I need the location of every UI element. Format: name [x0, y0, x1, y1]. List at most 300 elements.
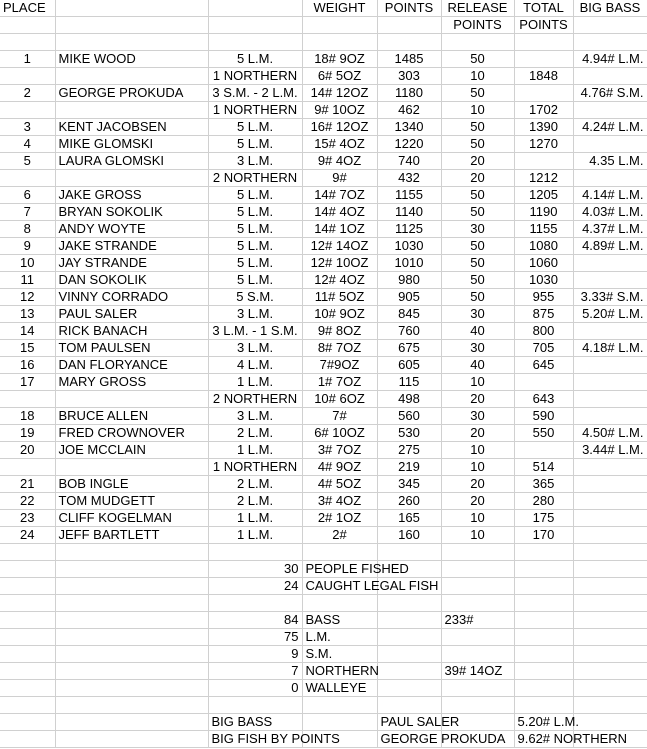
- result-row: [0, 527, 647, 544]
- catch-cell[interactable]: 2 L.M.: [208, 476, 302, 493]
- header-release[interactable]: RELEASE: [441, 0, 514, 17]
- stat-label-cell[interactable]: CAUGHT LEGAL FISH: [302, 578, 377, 595]
- place-cell[interactable]: [0, 459, 55, 476]
- points-cell[interactable]: 1180: [377, 85, 441, 102]
- header-big-bass[interactable]: BIG BASS: [573, 0, 647, 17]
- place-cell[interactable]: 17: [0, 374, 55, 391]
- big-bass-cell[interactable]: 4.94# L.M.: [573, 51, 647, 68]
- total-points-cell[interactable]: 175: [514, 510, 573, 527]
- angler-name-cell[interactable]: TOM MUDGETT: [55, 493, 208, 510]
- angler-name-cell[interactable]: BRUCE ALLEN: [55, 408, 208, 425]
- species-row: [0, 612, 647, 629]
- weight-cell[interactable]: 12# 10OZ: [302, 255, 377, 272]
- total-points-cell[interactable]: 365: [514, 476, 573, 493]
- blank-row: [0, 544, 647, 561]
- points-cell[interactable]: 675: [377, 340, 441, 357]
- release-points-cell[interactable]: 40: [441, 323, 514, 340]
- points-cell[interactable]: 905: [377, 289, 441, 306]
- weight-cell[interactable]: 9# 4OZ: [302, 153, 377, 170]
- result-row: [0, 425, 647, 442]
- stat-weight-cell[interactable]: [441, 561, 514, 578]
- points-cell[interactable]: 980: [377, 272, 441, 289]
- release-points-cell[interactable]: 10: [441, 459, 514, 476]
- caught-legal-row: [0, 578, 647, 595]
- place-cell[interactable]: [0, 170, 55, 187]
- place-cell[interactable]: 18: [0, 408, 55, 425]
- total-points-cell[interactable]: 550: [514, 425, 573, 442]
- total-points-cell[interactable]: 1270: [514, 136, 573, 153]
- award-label-cell[interactable]: BIG FISH BY POINTS: [208, 731, 302, 748]
- points-cell[interactable]: 605: [377, 357, 441, 374]
- place-cell[interactable]: 21: [0, 476, 55, 493]
- points-cell[interactable]: 760: [377, 323, 441, 340]
- stat-label-cell[interactable]: NORTHERN: [302, 663, 377, 680]
- header-total[interactable]: TOTAL: [514, 0, 573, 17]
- catch-cell[interactable]: 1 L.M.: [208, 527, 302, 544]
- points-cell[interactable]: 1030: [377, 238, 441, 255]
- big-bass-cell[interactable]: [573, 357, 647, 374]
- big-bass-cell[interactable]: [573, 510, 647, 527]
- header-total-points[interactable]: POINTS: [514, 17, 573, 34]
- points-cell[interactable]: 160: [377, 527, 441, 544]
- big-bass-cell[interactable]: [573, 255, 647, 272]
- total-points-cell[interactable]: 1080: [514, 238, 573, 255]
- stat-label-cell[interactable]: BASS: [302, 612, 377, 629]
- catch-cell[interactable]: 2 NORTHERN: [208, 170, 302, 187]
- result-row: [0, 272, 647, 289]
- release-points-cell[interactable]: 10: [441, 527, 514, 544]
- place-cell[interactable]: 24: [0, 527, 55, 544]
- weight-cell[interactable]: 3# 4OZ: [302, 493, 377, 510]
- stat-weight-cell[interactable]: 39# 14OZ: [441, 663, 514, 680]
- catch-cell[interactable]: 3 L.M.: [208, 408, 302, 425]
- release-points-cell[interactable]: 30: [441, 408, 514, 425]
- points-cell[interactable]: 1155: [377, 187, 441, 204]
- stat-weight-cell[interactable]: [441, 578, 514, 595]
- big-bass-cell[interactable]: [573, 374, 647, 391]
- big-bass-cell[interactable]: [573, 68, 647, 85]
- points-cell[interactable]: 432: [377, 170, 441, 187]
- angler-name-cell[interactable]: VINNY CORRADO: [55, 289, 208, 306]
- weight-cell[interactable]: 14# 4OZ: [302, 204, 377, 221]
- catch-cell[interactable]: 5 L.M.: [208, 238, 302, 255]
- catch-cell[interactable]: 2 L.M.: [208, 425, 302, 442]
- stat-label-cell[interactable]: S.M.: [302, 646, 377, 663]
- points-cell[interactable]: 498: [377, 391, 441, 408]
- blank-row: [0, 595, 647, 612]
- award-row: [0, 714, 647, 731]
- catch-cell[interactable]: 5 L.M.: [208, 119, 302, 136]
- total-points-cell[interactable]: 1205: [514, 187, 573, 204]
- place-cell[interactable]: 14: [0, 323, 55, 340]
- angler-name-cell[interactable]: RICK BANACH: [55, 323, 208, 340]
- place-cell[interactable]: 2: [0, 85, 55, 102]
- weight-cell[interactable]: 7#9OZ: [302, 357, 377, 374]
- result-row: [0, 238, 647, 255]
- release-points-cell[interactable]: 30: [441, 306, 514, 323]
- place-cell[interactable]: [0, 68, 55, 85]
- angler-name-cell[interactable]: JAY STRANDE: [55, 255, 208, 272]
- stat-weight-cell[interactable]: 233#: [441, 612, 514, 629]
- angler-name-cell[interactable]: MIKE WOOD: [55, 51, 208, 68]
- big-bass-cell[interactable]: 4.35 L.M.: [573, 153, 647, 170]
- total-points-cell[interactable]: 590: [514, 408, 573, 425]
- angler-name-cell[interactable]: FRED CROWNOVER: [55, 425, 208, 442]
- total-points-cell[interactable]: 645: [514, 357, 573, 374]
- weight-cell[interactable]: 6# 10OZ: [302, 425, 377, 442]
- catch-cell[interactable]: 3 L.M. - 1 S.M.: [208, 323, 302, 340]
- result-row: [0, 255, 647, 272]
- big-bass-cell[interactable]: 5.20# L.M.: [573, 306, 647, 323]
- result-row: [0, 187, 647, 204]
- weight-cell[interactable]: 9# 10OZ: [302, 102, 377, 119]
- big-bass-cell[interactable]: [573, 323, 647, 340]
- release-points-cell[interactable]: 50: [441, 119, 514, 136]
- total-points-cell[interactable]: 170: [514, 527, 573, 544]
- place-cell[interactable]: 12: [0, 289, 55, 306]
- stat-count-cell[interactable]: 24: [208, 578, 302, 595]
- place-cell[interactable]: 19: [0, 425, 55, 442]
- total-points-cell[interactable]: 705: [514, 340, 573, 357]
- header-release-points[interactable]: POINTS: [441, 17, 514, 34]
- place-cell[interactable]: 1: [0, 51, 55, 68]
- place-cell[interactable]: 7: [0, 204, 55, 221]
- release-points-cell[interactable]: 50: [441, 238, 514, 255]
- points-cell[interactable]: 845: [377, 306, 441, 323]
- stat-weight-cell[interactable]: [441, 629, 514, 646]
- weight-cell[interactable]: 1# 7OZ: [302, 374, 377, 391]
- catch-cell[interactable]: 5 L.M.: [208, 187, 302, 204]
- place-cell[interactable]: 22: [0, 493, 55, 510]
- catch-cell[interactable]: 1 NORTHERN: [208, 459, 302, 476]
- weight-cell[interactable]: 10# 6OZ: [302, 391, 377, 408]
- total-points-cell[interactable]: 800: [514, 323, 573, 340]
- blank-row: [0, 34, 647, 51]
- weight-cell[interactable]: 16# 12OZ: [302, 119, 377, 136]
- points-cell[interactable]: 1140: [377, 204, 441, 221]
- result-row: [0, 459, 647, 476]
- stat-label-cell[interactable]: L.M.: [302, 629, 377, 646]
- catch-cell[interactable]: 5 L.M.: [208, 204, 302, 221]
- place-cell[interactable]: 23: [0, 510, 55, 527]
- result-row: [0, 170, 647, 187]
- points-cell[interactable]: 165: [377, 510, 441, 527]
- place-cell[interactable]: [0, 391, 55, 408]
- release-points-cell[interactable]: 30: [441, 340, 514, 357]
- angler-name-cell[interactable]: [55, 459, 208, 476]
- big-bass-cell[interactable]: [573, 493, 647, 510]
- weight-cell[interactable]: 14# 12OZ: [302, 85, 377, 102]
- release-points-cell[interactable]: 50: [441, 85, 514, 102]
- total-points-cell[interactable]: [514, 374, 573, 391]
- stat-weight-cell[interactable]: [441, 646, 514, 663]
- big-bass-cell[interactable]: 4.50# L.M.: [573, 425, 647, 442]
- place-cell[interactable]: 8: [0, 221, 55, 238]
- total-points-cell[interactable]: 1060: [514, 255, 573, 272]
- angler-name-cell[interactable]: DAN FLORYANCE: [55, 357, 208, 374]
- total-points-cell[interactable]: 1030: [514, 272, 573, 289]
- result-row: [0, 119, 647, 136]
- result-row: [0, 442, 647, 459]
- award-winner-cell[interactable]: GEORGE PROKUDA: [377, 731, 441, 748]
- weight-cell[interactable]: 8# 7OZ: [302, 340, 377, 357]
- points-cell[interactable]: 1010: [377, 255, 441, 272]
- points-cell[interactable]: 740: [377, 153, 441, 170]
- award-label-cell[interactable]: BIG BASS: [208, 714, 302, 731]
- result-row: [0, 323, 647, 340]
- release-points-cell[interactable]: 50: [441, 136, 514, 153]
- release-points-cell[interactable]: 50: [441, 187, 514, 204]
- angler-name-cell[interactable]: JAKE GROSS: [55, 187, 208, 204]
- angler-name-cell[interactable]: MARY GROSS: [55, 374, 208, 391]
- weight-cell[interactable]: 2#: [302, 527, 377, 544]
- stat-count-cell[interactable]: 84: [208, 612, 302, 629]
- place-cell[interactable]: 5: [0, 153, 55, 170]
- points-cell[interactable]: 345: [377, 476, 441, 493]
- result-row: [0, 391, 647, 408]
- total-points-cell[interactable]: [514, 153, 573, 170]
- release-points-cell[interactable]: 50: [441, 204, 514, 221]
- angler-name-cell[interactable]: [55, 68, 208, 85]
- angler-name-cell[interactable]: KENT JACOBSEN: [55, 119, 208, 136]
- weight-cell[interactable]: 10# 9OZ: [302, 306, 377, 323]
- catch-cell[interactable]: 2 NORTHERN: [208, 391, 302, 408]
- weight-cell[interactable]: 18# 9OZ: [302, 51, 377, 68]
- result-row: [0, 221, 647, 238]
- big-bass-cell[interactable]: [573, 476, 647, 493]
- catch-cell[interactable]: 3 L.M.: [208, 306, 302, 323]
- catch-cell[interactable]: 1 L.M.: [208, 374, 302, 391]
- total-points-cell[interactable]: 1155: [514, 221, 573, 238]
- place-cell[interactable]: 13: [0, 306, 55, 323]
- big-bass-cell[interactable]: 4.03# L.M.: [573, 204, 647, 221]
- total-points-cell[interactable]: 280: [514, 493, 573, 510]
- angler-name-cell[interactable]: GEORGE PROKUDA: [55, 85, 208, 102]
- stat-count-cell[interactable]: 7: [208, 663, 302, 680]
- release-points-cell[interactable]: 50: [441, 51, 514, 68]
- points-cell[interactable]: 303: [377, 68, 441, 85]
- result-row: [0, 289, 647, 306]
- angler-name-cell[interactable]: PAUL SALER: [55, 306, 208, 323]
- points-cell[interactable]: 1220: [377, 136, 441, 153]
- weight-cell[interactable]: 14# 7OZ: [302, 187, 377, 204]
- place-cell[interactable]: 20: [0, 442, 55, 459]
- release-points-cell[interactable]: 30: [441, 221, 514, 238]
- release-points-cell[interactable]: 20: [441, 391, 514, 408]
- result-row: [0, 340, 647, 357]
- stat-count-cell[interactable]: 30: [208, 561, 302, 578]
- catch-cell[interactable]: 5 L.M.: [208, 255, 302, 272]
- big-bass-cell[interactable]: 4.37# L.M.: [573, 221, 647, 238]
- release-points-cell[interactable]: 20: [441, 170, 514, 187]
- big-bass-cell[interactable]: 3.33# S.M.: [573, 289, 647, 306]
- weight-cell[interactable]: 7#: [302, 408, 377, 425]
- big-bass-cell[interactable]: 4.89# L.M.: [573, 238, 647, 255]
- result-row: [0, 306, 647, 323]
- total-points-cell[interactable]: [514, 51, 573, 68]
- release-points-cell[interactable]: 10: [441, 442, 514, 459]
- points-cell[interactable]: 115: [377, 374, 441, 391]
- release-points-cell[interactable]: 50: [441, 289, 514, 306]
- release-points-cell[interactable]: 20: [441, 425, 514, 442]
- result-row: [0, 85, 647, 102]
- catch-cell[interactable]: 5 L.M.: [208, 272, 302, 289]
- big-bass-cell[interactable]: [573, 391, 647, 408]
- angler-name-cell[interactable]: DAN SOKOLIK: [55, 272, 208, 289]
- weight-cell[interactable]: 4# 5OZ: [302, 476, 377, 493]
- total-points-cell[interactable]: 643: [514, 391, 573, 408]
- species-row: [0, 629, 647, 646]
- big-bass-cell[interactable]: [573, 272, 647, 289]
- release-points-cell[interactable]: 20: [441, 476, 514, 493]
- angler-name-cell[interactable]: LAURA GLOMSKI: [55, 153, 208, 170]
- angler-name-cell[interactable]: TOM PAULSEN: [55, 340, 208, 357]
- angler-name-cell[interactable]: [55, 102, 208, 119]
- weight-cell[interactable]: 4# 9OZ: [302, 459, 377, 476]
- place-cell[interactable]: 3: [0, 119, 55, 136]
- points-cell[interactable]: 275: [377, 442, 441, 459]
- total-points-cell[interactable]: 1390: [514, 119, 573, 136]
- stat-count-cell[interactable]: 0: [208, 680, 302, 697]
- big-bass-cell[interactable]: [573, 102, 647, 119]
- place-cell[interactable]: 10: [0, 255, 55, 272]
- points-cell[interactable]: 462: [377, 102, 441, 119]
- angler-name-cell[interactable]: BOB INGLE: [55, 476, 208, 493]
- big-bass-cell[interactable]: [573, 527, 647, 544]
- place-cell[interactable]: 11: [0, 272, 55, 289]
- place-cell[interactable]: 16: [0, 357, 55, 374]
- big-bass-cell[interactable]: [573, 408, 647, 425]
- total-points-cell[interactable]: 1190: [514, 204, 573, 221]
- weight-cell[interactable]: 14# 1OZ: [302, 221, 377, 238]
- points-cell[interactable]: 560: [377, 408, 441, 425]
- result-row: [0, 102, 647, 119]
- catch-cell[interactable]: 1 L.M.: [208, 510, 302, 527]
- angler-name-cell[interactable]: JEFF BARTLETT: [55, 527, 208, 544]
- catch-cell[interactable]: 2 L.M.: [208, 493, 302, 510]
- total-points-cell[interactable]: 955: [514, 289, 573, 306]
- catch-cell[interactable]: 5 S.M.: [208, 289, 302, 306]
- release-points-cell[interactable]: 10: [441, 68, 514, 85]
- species-row: [0, 646, 647, 663]
- catch-cell[interactable]: 1 NORTHERN: [208, 102, 302, 119]
- place-cell[interactable]: 6: [0, 187, 55, 204]
- header-row-2: [0, 17, 647, 34]
- release-points-cell[interactable]: 50: [441, 272, 514, 289]
- catch-cell[interactable]: 3 L.M.: [208, 153, 302, 170]
- angler-name-cell[interactable]: [55, 391, 208, 408]
- weight-cell[interactable]: 9#: [302, 170, 377, 187]
- weight-cell[interactable]: 2# 1OZ: [302, 510, 377, 527]
- weight-cell[interactable]: 12# 4OZ: [302, 272, 377, 289]
- total-points-cell[interactable]: [514, 85, 573, 102]
- big-bass-cell[interactable]: 3.44# L.M.: [573, 442, 647, 459]
- catch-cell[interactable]: 1 L.M.: [208, 442, 302, 459]
- weight-cell[interactable]: 12# 14OZ: [302, 238, 377, 255]
- header-weight[interactable]: WEIGHT: [302, 0, 377, 17]
- species-row: [0, 663, 647, 680]
- points-cell[interactable]: 219: [377, 459, 441, 476]
- big-bass-cell[interactable]: 4.24# L.M.: [573, 119, 647, 136]
- release-points-cell[interactable]: 10: [441, 510, 514, 527]
- stat-count-cell[interactable]: 9: [208, 646, 302, 663]
- result-row: [0, 493, 647, 510]
- weight-cell[interactable]: 15# 4OZ: [302, 136, 377, 153]
- points-cell[interactable]: 1125: [377, 221, 441, 238]
- total-points-cell[interactable]: 875: [514, 306, 573, 323]
- award-value-cell[interactable]: 5.20# L.M.: [514, 714, 573, 731]
- stat-weight-cell[interactable]: [441, 680, 514, 697]
- place-cell[interactable]: 15: [0, 340, 55, 357]
- weight-cell[interactable]: 6# 5OZ: [302, 68, 377, 85]
- catch-cell[interactable]: 5 L.M.: [208, 221, 302, 238]
- award-value-cell[interactable]: 9.62# NORTHERN: [514, 731, 573, 748]
- angler-name-cell[interactable]: ANDY WOYTE: [55, 221, 208, 238]
- points-cell[interactable]: 260: [377, 493, 441, 510]
- big-bass-cell[interactable]: [573, 459, 647, 476]
- catch-cell[interactable]: 4 L.M.: [208, 357, 302, 374]
- big-bass-cell[interactable]: 4.76# S.M.: [573, 85, 647, 102]
- big-bass-cell[interactable]: 4.14# L.M.: [573, 187, 647, 204]
- place-cell[interactable]: 9: [0, 238, 55, 255]
- big-bass-cell[interactable]: [573, 170, 647, 187]
- angler-name-cell[interactable]: JAKE STRANDE: [55, 238, 208, 255]
- stat-count-cell[interactable]: 75: [208, 629, 302, 646]
- header-points[interactable]: POINTS: [377, 0, 441, 17]
- stat-label-cell[interactable]: PEOPLE FISHED: [302, 561, 377, 578]
- angler-name-cell[interactable]: BRYAN SOKOLIK: [55, 204, 208, 221]
- award-winner-cell[interactable]: PAUL SALER: [377, 714, 441, 731]
- angler-name-cell[interactable]: JOE MCCLAIN: [55, 442, 208, 459]
- release-points-cell[interactable]: 10: [441, 374, 514, 391]
- place-cell[interactable]: [0, 102, 55, 119]
- angler-name-cell[interactable]: CLIFF KOGELMAN: [55, 510, 208, 527]
- release-points-cell[interactable]: 10: [441, 102, 514, 119]
- big-bass-cell[interactable]: [573, 136, 647, 153]
- place-cell[interactable]: 4: [0, 136, 55, 153]
- catch-cell[interactable]: 1 NORTHERN: [208, 68, 302, 85]
- total-points-cell[interactable]: 1702: [514, 102, 573, 119]
- catch-cell[interactable]: 3 L.M.: [208, 340, 302, 357]
- catch-cell[interactable]: 3 S.M. - 2 L.M.: [208, 85, 302, 102]
- result-row: [0, 68, 647, 85]
- total-points-cell[interactable]: [514, 442, 573, 459]
- catch-cell[interactable]: 5 L.M.: [208, 136, 302, 153]
- release-points-cell[interactable]: 20: [441, 153, 514, 170]
- release-points-cell[interactable]: 50: [441, 255, 514, 272]
- result-row: [0, 476, 647, 493]
- points-cell[interactable]: 530: [377, 425, 441, 442]
- angler-name-cell[interactable]: [55, 170, 208, 187]
- weight-cell[interactable]: 3# 7OZ: [302, 442, 377, 459]
- catch-cell[interactable]: 5 L.M.: [208, 51, 302, 68]
- header-place[interactable]: PLACE: [0, 0, 55, 17]
- release-points-cell[interactable]: 40: [441, 357, 514, 374]
- weight-cell[interactable]: 11# 5OZ: [302, 289, 377, 306]
- points-cell[interactable]: 1340: [377, 119, 441, 136]
- total-points-cell[interactable]: 1212: [514, 170, 573, 187]
- stat-label-cell[interactable]: WALLEYE: [302, 680, 377, 697]
- angler-name-cell[interactable]: MIKE GLOMSKI: [55, 136, 208, 153]
- weight-cell[interactable]: 9# 8OZ: [302, 323, 377, 340]
- release-points-cell[interactable]: 20: [441, 493, 514, 510]
- total-points-cell[interactable]: 514: [514, 459, 573, 476]
- people-fished-row: [0, 561, 647, 578]
- points-cell[interactable]: 1485: [377, 51, 441, 68]
- result-row: [0, 51, 647, 68]
- big-bass-cell[interactable]: 4.18# L.M.: [573, 340, 647, 357]
- total-points-cell[interactable]: 1848: [514, 68, 573, 85]
